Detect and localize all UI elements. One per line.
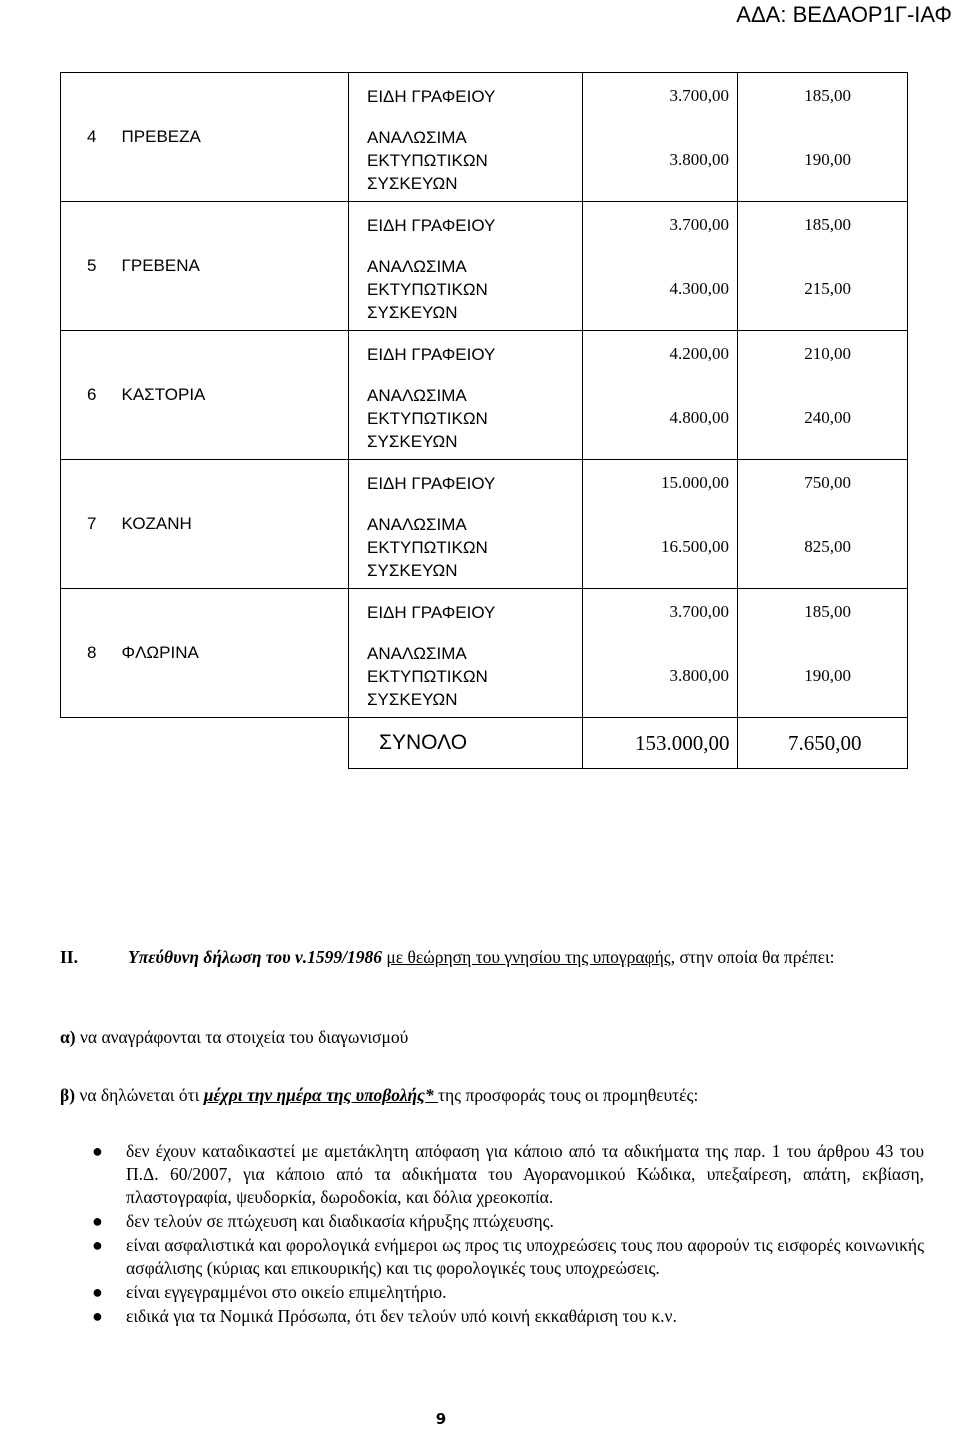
total-value: 153.000,00: [583, 718, 738, 769]
item-value: 15.000,00: [583, 460, 738, 507]
declaration-list: [92, 1140, 924, 1329]
item-value: 3.700,00: [583, 589, 738, 636]
list-item: [92, 1234, 924, 1280]
budget-table: [60, 72, 908, 769]
list-item: [92, 1210, 924, 1233]
beta-pre: να δηλώνεται ότι: [75, 1085, 204, 1105]
item-value: 4.300,00: [583, 248, 738, 331]
list-item-text: είναι εγγεγραμμένοι στο οικείο επιμελητήριο.: [126, 1282, 447, 1302]
table-row: [61, 202, 908, 249]
section-rest: , στην οποία θα πρέπει:: [670, 947, 835, 967]
bullet-icon: ●: [92, 1306, 103, 1326]
item-value: 3.700,00: [583, 202, 738, 249]
paragraph-alpha: [60, 1026, 924, 1049]
item-category: ΑΝΑΛΩΣΙΜΑ ΕΚΤΥΠΩΤΙΚΩΝ ΣΥΣΚΕΥΩΝ: [349, 506, 583, 589]
item-share: 215,00: [738, 248, 908, 331]
item-share: 750,00: [738, 460, 908, 507]
item-category: ΑΝΑΛΩΣΙΜΑ ΕΚΤΥΠΩΤΙΚΩΝ ΣΥΣΚΕΥΩΝ: [349, 635, 583, 718]
bullet-icon: ●: [92, 1282, 103, 1302]
bullet-icon: ●: [92, 1211, 103, 1231]
list-item-text: είναι ασφαλιστικά και φορολογικά ενήμεροι ως προς τις υποχρεώσεις τους που αφορούν τις εισφορές κοινωνικής ασφάλισης (κύριας και επικουρικής) και τις φορολογικές τους υποχρεώσεις.: [126, 1235, 924, 1278]
region-number: 5: [61, 202, 122, 331]
page-number: 9: [435, 1410, 447, 1428]
item-category: ΕΙΔΗ ΓΡΑΦΕΙΟΥ: [349, 202, 583, 249]
total-label: ΣΥΝΟΛΟ: [349, 718, 583, 769]
section-number: ΙΙ.: [60, 947, 78, 967]
item-category: ΑΝΑΛΩΣΙΜΑ ΕΚΤΥΠΩΤΙΚΩΝ ΣΥΣΚΕΥΩΝ: [349, 248, 583, 331]
total-blank: [61, 718, 349, 769]
item-category: ΑΝΑΛΩΣΙΜΑ ΕΚΤΥΠΩΤΙΚΩΝ ΣΥΣΚΕΥΩΝ: [349, 377, 583, 460]
item-value: 4.800,00: [583, 377, 738, 460]
region-number: 7: [61, 460, 122, 589]
item-category: ΑΝΑΛΩΣΙΜΑ ΕΚΤΥΠΩΤΙΚΩΝ ΣΥΣΚΕΥΩΝ: [349, 119, 583, 202]
region-name: ΓΡΕΒΕΝΑ: [122, 202, 349, 331]
item-category: ΕΙΔΗ ΓΡΑΦΕΙΟΥ: [349, 589, 583, 636]
list-item-text: ειδικά για τα Νομικά Πρόσωπα, ότι δεν τελούν υπό κοινή εκκαθάριση του κ.ν.: [126, 1306, 677, 1326]
region-name: ΦΛΩΡΙΝΑ: [122, 589, 349, 718]
table-row: [61, 331, 908, 378]
item-value: 3.800,00: [583, 635, 738, 718]
table-row: [61, 589, 908, 636]
list-item: [92, 1305, 924, 1328]
list-item-text: δεν έχουν καταδικαστεί με αμετάκλητη απόφαση για κάποιο από τα αδικήματα της παρ. 1 του άρθρου 43 του Π.Δ. 60/2007, για κάποιο από τα αδικήματα του Αγορανομικού Κώδικα, υπεξαίρεση, απάτη, εκβίαση, πλαστογραφία, ψευδορκία, δωροδοκία, και δόλια χρεοκοπία.: [126, 1141, 924, 1207]
item-value: 4.200,00: [583, 331, 738, 378]
item-category: ΕΙΔΗ ΓΡΑΦΕΙΟΥ: [349, 331, 583, 378]
bullet-icon: ●: [92, 1235, 103, 1255]
total-row: [61, 718, 908, 769]
beta-emphasis: μέχρι την ημέρα της υποβολής*: [203, 1085, 438, 1105]
item-share: 240,00: [738, 377, 908, 460]
region-number: 6: [61, 331, 122, 460]
item-share: 185,00: [738, 589, 908, 636]
item-share: 185,00: [738, 73, 908, 120]
item-share: 190,00: [738, 119, 908, 202]
section-underlined: με θεώρηση του γνησίου της υπογραφής: [386, 947, 671, 967]
alpha-marker: α): [60, 1027, 76, 1047]
list-item: [92, 1140, 924, 1209]
region-number: 8: [61, 589, 122, 718]
item-value: 16.500,00: [583, 506, 738, 589]
item-category: ΕΙΔΗ ΓΡΑΦΕΙΟΥ: [349, 73, 583, 120]
item-share: 185,00: [738, 202, 908, 249]
item-share: 190,00: [738, 635, 908, 718]
item-share: 825,00: [738, 506, 908, 589]
section-title: Υπεύθυνη δήλωση του ν.1599/1986: [128, 947, 383, 967]
region-name: ΚΑΣΤΟΡΙΑ: [122, 331, 349, 460]
beta-marker: β): [60, 1085, 76, 1105]
total-share: 7.650,00: [738, 718, 908, 769]
paragraph-beta: [60, 1084, 924, 1107]
section-heading: [60, 946, 924, 969]
ada-code: ΑΔΑ: ΒΕΔΑΟΡ1Γ-ΙΑΦ: [736, 2, 952, 27]
list-item-text: δεν τελούν σε πτώχευση και διαδικασία κήρυξης πτώχευσης.: [126, 1211, 554, 1231]
list-item: [92, 1281, 924, 1304]
item-category: ΕΙΔΗ ΓΡΑΦΕΙΟΥ: [349, 460, 583, 507]
item-value: 3.700,00: [583, 73, 738, 120]
table-row: [61, 73, 908, 120]
item-share: 210,00: [738, 331, 908, 378]
region-name: ΠΡΕΒΕΖΑ: [122, 73, 349, 202]
beta-post: της προσφοράς τους οι προμηθευτές:: [438, 1085, 699, 1105]
table-row: [61, 460, 908, 507]
bullet-icon: ●: [92, 1141, 103, 1161]
region-number: 4: [61, 73, 122, 202]
alpha-text: να αναγράφονται τα στοιχεία του διαγωνισμού: [75, 1027, 409, 1047]
item-value: 3.800,00: [583, 119, 738, 202]
region-name: ΚΟΖΑΝΗ: [122, 460, 349, 589]
